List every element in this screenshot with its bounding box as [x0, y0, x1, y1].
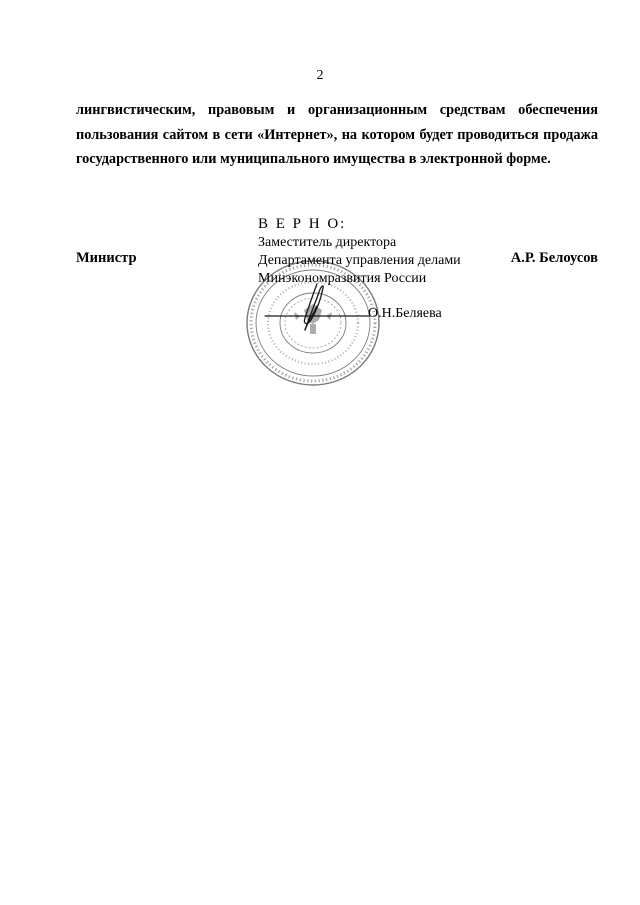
certification-line: Заместитель директора — [258, 235, 397, 250]
body-line: пользования сайтом в сети «Интернет», на котором будет проводиться продажа — [76, 126, 598, 143]
certification-signer: О.Н.Беляева — [368, 306, 442, 321]
certification-line: Минэкономразвития России — [258, 271, 427, 286]
body-line: государственного или муниципального имущества в электронной форме. — [76, 151, 551, 167]
handwritten-signature-icon — [255, 280, 375, 340]
minister-title: Министр — [76, 250, 137, 266]
page-number: 2 — [316, 68, 324, 83]
body-line: лингвистическим, правовым и организационным средствам обеспечения — [76, 102, 598, 118]
certification-heading: В Е Р Н О: — [258, 216, 347, 232]
body-text — [76, 98, 598, 172]
minister-name: А.Р. Белоусов — [510, 250, 598, 266]
certification-line: Департамента управления делами — [258, 253, 461, 268]
